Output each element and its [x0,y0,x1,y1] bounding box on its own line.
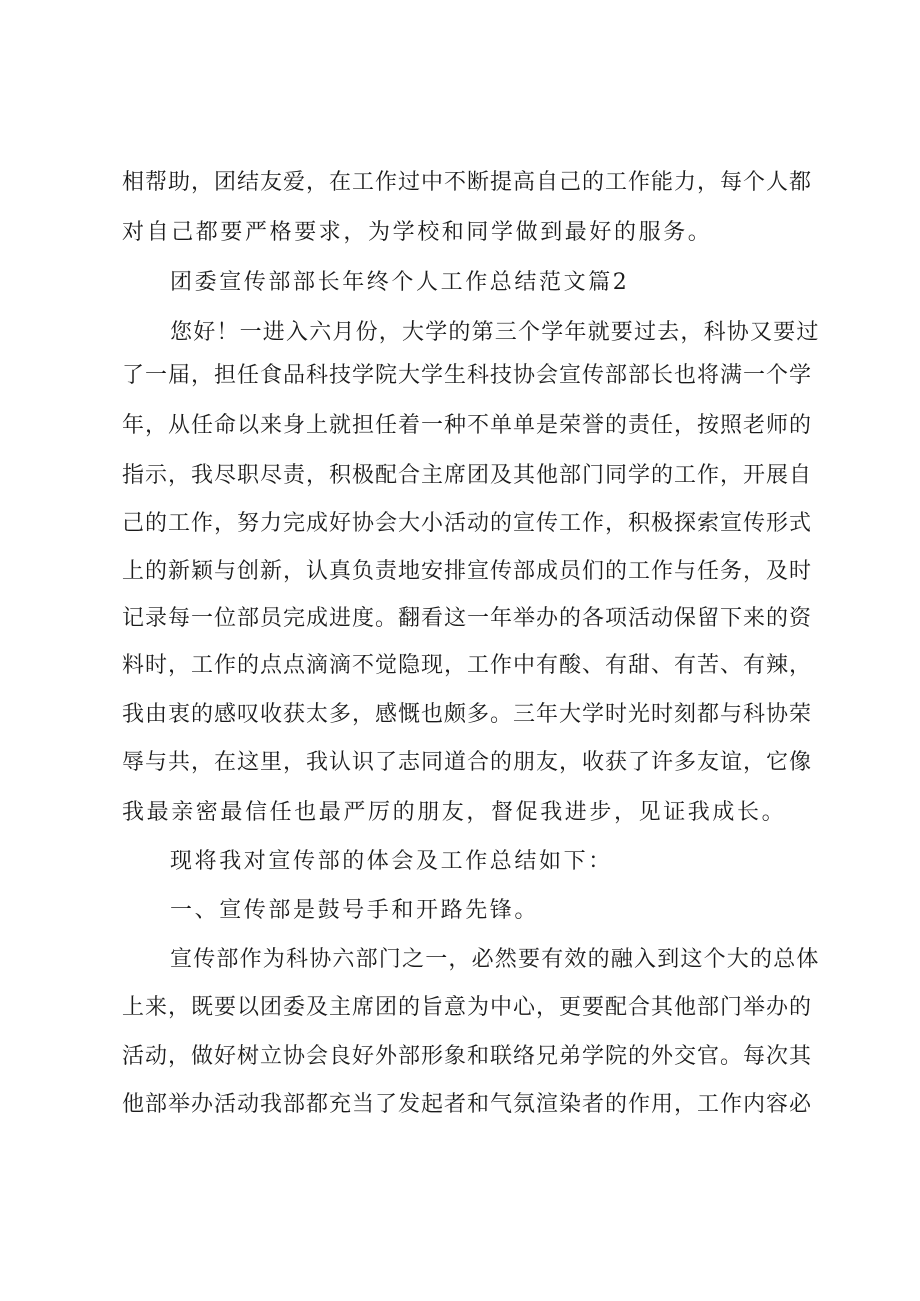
text-line: 上的新颖与创新，认真负责地安排宣传部成员们的工作与任务，及时 [122,559,813,584]
text-line: 料时，工作的点点滴滴不觉隐现，工作中有酸、有甜、有苦、有辣， [122,653,813,678]
section-heading: 团委宣传部部长年终个人工作总结范文篇2 [170,270,630,295]
text-line: 您好！一进入六月份，大学的第三个学年就要过去，科协又要过 [170,320,820,345]
text-line: 年，从任命以来身上就担任着一种不单单是荣誉的责任，按照老师的 [122,413,813,438]
text-line: 他部举办活动我部都充当了发起者和气氛渲染者的作用，工作内容必 [122,1092,813,1117]
text-line: 宣传部作为科协六部门之一，必然要有效的融入到这个大的总体 [170,947,820,972]
text-line: 活动，做好树立协会良好外部形象和联络兄弟学院的外交官。每次其 [122,1044,813,1069]
text-line: 现将我对宣传部的体会及工作总结如下： [170,849,613,874]
text-line: 我最亲密最信任也最严厉的朋友，督促我进步，见证我成长。 [122,800,787,825]
section-heading: 一、宣传部是鼓号手和开路先锋。 [170,898,540,923]
text-line: 己的工作，努力完成好协会大小活动的宣传工作，积极探索宣传形式 [122,511,813,536]
text-line: 相帮助，团结友爱，在工作过中不断提高自己的工作能力，每个人都 [122,170,813,195]
text-line: 对自己都要严格要求，为学校和同学做到最好的服务。 [122,220,713,245]
text-line: 记录每一位部员完成进度。翻看这一年举办的各项活动保留下来的资 [122,606,813,631]
text-line: 指示，我尽职尽责，积极配合主席团及其他部门同学的工作，开展自 [122,463,813,488]
text-line: 我由衷的感叹收获太多，感慨也颇多。三年大学时光时刻都与科协荣 [122,702,813,727]
text-line: 上来，既要以团委及主席团的旨意为中心，更要配合其他部门举办的 [122,995,813,1020]
text-line: 了一届，担任食品科技学院大学生科技协会宣传部部长也将满一个学 [122,363,813,388]
text-line: 辱与共，在这里，我认识了志同道合的朋友，收获了许多友谊，它像 [122,750,813,775]
